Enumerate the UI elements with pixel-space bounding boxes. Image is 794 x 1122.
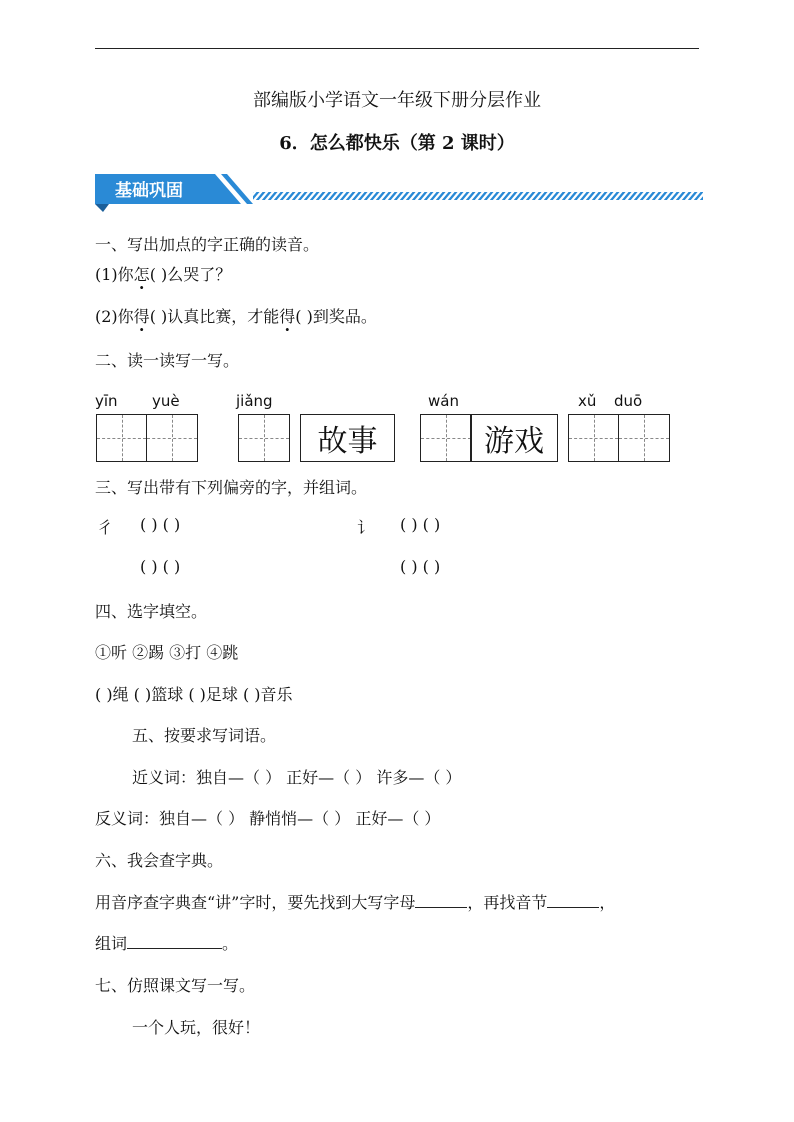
lesson-title: 6．怎么都快乐（第 2 课时） (279, 133, 515, 154)
pinyin-jiang: jiǎng (236, 392, 273, 410)
q3-row2-left[interactable]: ( ) ( ) (140, 557, 181, 576)
writing-grid-jiang[interactable] (238, 414, 290, 462)
q1-heading: 一、写出加点的字正确的读音。 (95, 235, 320, 254)
grid-cell[interactable] (97, 415, 147, 461)
q1-l2-dotted-char-2: 得 (279, 307, 296, 326)
writing-grid-yinyue[interactable] (96, 414, 198, 462)
q6-line1 (95, 890, 615, 913)
pinyin-yue: yuè (152, 392, 180, 410)
q4-fill-blanks[interactable]: ( )绳 ( )篮球 ( )足球 ( )音乐 (95, 685, 293, 704)
q6-text-b: ，再找音节 (467, 893, 548, 912)
q6-text-a: 用音序查字典查“讲”字时，要先找到大写字母 (95, 893, 416, 912)
grid-cell[interactable] (619, 415, 669, 461)
q4-heading: 四、选字填空。 (95, 602, 208, 621)
q6-text-c: ， (599, 893, 616, 912)
word-box-gushi: 故事 (300, 414, 395, 462)
q1-l2-pre: (2)你 (95, 307, 134, 326)
q3-row1-right[interactable]: ( ) ( ) (400, 515, 441, 534)
q1-line1 (95, 262, 231, 285)
q1-l1-dotted-char: 怎 (133, 265, 150, 284)
grid-cell[interactable] (421, 415, 471, 461)
word-box-youxi: 游戏 (470, 414, 558, 462)
top-rule (95, 48, 699, 49)
writing-grid-xuduo[interactable] (568, 414, 670, 462)
q2-heading: 二、读一读写一写。 (95, 351, 240, 370)
q1-line2 (95, 304, 377, 327)
q3-row2-right[interactable]: ( ) ( ) (400, 557, 441, 576)
q1-l2-post[interactable]: ( )到奖品。 (295, 307, 377, 326)
q7-example: 一个人玩，很好！ (132, 1018, 261, 1037)
pinyin-duo: duō (614, 392, 643, 410)
q6-heading: 六、我会查字典。 (95, 851, 224, 870)
radical-yan: 讠 (357, 518, 374, 537)
pinyin-yin: yīn (95, 392, 118, 410)
letter-blank[interactable] (415, 893, 467, 908)
worksheet-title: 部编版小学语文一年级下册分层作业 (253, 90, 541, 111)
grid-cell[interactable] (569, 415, 619, 461)
word-blank[interactable] (127, 934, 222, 949)
radical-chi: 彳 (97, 518, 114, 537)
q1-l2-dotted-char-1: 得 (133, 307, 150, 326)
q4-options: ①听 ②踢 ③打 ④跳 (95, 643, 239, 662)
q7-heading: 七、仿照课文写一写。 (95, 976, 256, 995)
pinyin-wan: wán (428, 392, 459, 410)
q6-text-e: 。 (222, 934, 239, 953)
q5-synonyms[interactable]: 近义词：独自—（ ） 正好—（ ） 许多—（ ） (132, 768, 462, 787)
q5-heading: 五、按要求写词语。 (132, 726, 277, 745)
pinyin-xu: xǔ (578, 392, 597, 410)
q1-l1-post[interactable]: ( )么哭了？ (149, 265, 232, 284)
section-banner (95, 170, 705, 212)
q6-line2 (95, 931, 238, 954)
q1-l2-mid[interactable]: ( )认真比赛，才能 (149, 307, 280, 326)
grid-cell[interactable] (239, 415, 289, 461)
q5-antonyms[interactable]: 反义词：独自—（ ） 静悄悄—（ ） 正好—（ ） (95, 809, 441, 828)
q3-row1-left[interactable]: ( ) ( ) (140, 515, 181, 534)
q1-l1-pre: (1)你 (95, 265, 134, 284)
q6-text-d: 组词 (95, 934, 128, 953)
q3-heading: 三、写出带有下列偏旁的字，并组词。 (95, 478, 368, 497)
grid-cell[interactable] (147, 415, 197, 461)
banner-label: 基础巩固 (115, 181, 183, 201)
syllable-blank[interactable] (547, 893, 599, 908)
writing-grid-wan[interactable] (420, 414, 472, 462)
